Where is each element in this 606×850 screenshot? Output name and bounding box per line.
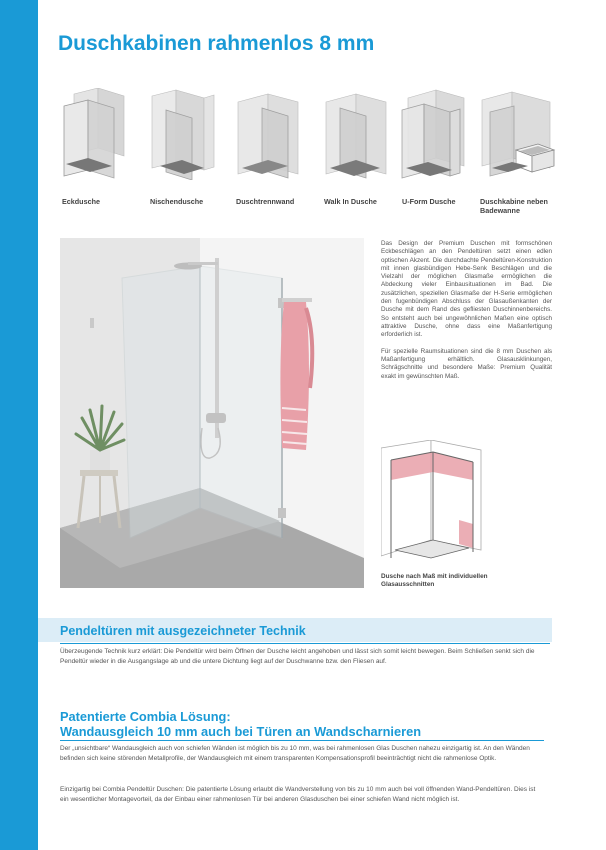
type-label: U-Form Dusche: [402, 197, 456, 206]
type-eckdusche: [58, 88, 140, 206]
section2-title-line2: Wandausgleich 10 mm auch bei Türen an Wandscharnieren: [60, 724, 422, 739]
type-label: Duschtrennwand: [236, 197, 295, 206]
niche-shower-icon: [146, 88, 218, 180]
description-paragraph: Für spezielle Raumsituationen sind die 8 mm Duschen als Maßanfertigung erhältlich. Glasausklinkungen, Schrägschnitte und besondere Maße: Premium Qualität exakt im gewünschten Maß.: [381, 347, 552, 380]
corner-shower-icon: [58, 88, 130, 180]
section2-rule: [60, 740, 544, 741]
shower-types: [58, 88, 558, 228]
shower-beside-bathtub-icon: [476, 88, 556, 180]
walk-in-shower-icon: [320, 88, 392, 180]
type-label: Walk In Dusche: [324, 197, 377, 206]
section2-paragraph2: Einzigartig bei Combia Pendeltür Duschen: Die patentierte Lösung erlaubt die Wandverstellung von bis zu 10 mm auch bei voll öffnenden Wand-Pendeltüren. Dies ist ein wesentlicher Montagevorteil, da der Einbau einer rahmenlosen Tür bei anderen Glasduschen bei einer schiefen Wand nicht möglich ist.: [60, 786, 536, 803]
diagram-caption: Dusche nach Maß mit individuellen Glasausschnitten: [381, 573, 488, 588]
page-title: Duschkabinen rahmenlos 8 mm: [58, 32, 375, 55]
type-nischendusche: [146, 88, 228, 206]
section1-text: Überzeugende Technik kurz erklärt: Die Pendeltür wird beim Öffnen der Dusche leicht angehoben und lässt sich somit leicht bewegen. Beim Schließen senkt sich die Pendeltür wieder in die Ausgangslage ab und die untere Dichtung liegt auf der Duschwanne bzw. den Fliesen auf.: [60, 648, 535, 665]
section2-paragraph1: Der „unsichtbare“ Wandausgleich auch von schiefen Wänden ist möglich bis zu 10 mm, was bei rahmenlosen Glas Duschen nahezu einzigartig ist. An den Wänden befinden sich keine störenden Metallprofile, der Wandausgleich mit einem transparenten Kompensationsprofil beeinträchtigt nicht die rahmenlose Optik.: [60, 745, 530, 762]
section1-rule: [60, 643, 550, 644]
type-label: Nischendusche: [150, 197, 204, 206]
type-label: Eckdusche: [62, 197, 100, 206]
type-u-form: [398, 88, 480, 206]
type-duschtrennwand: [232, 88, 314, 206]
custom-shower-diagram: [381, 440, 491, 566]
section1-title: Pendeltüren mit ausgezeichneter Technik: [60, 624, 306, 638]
shower-photo: [60, 238, 364, 588]
type-walk-in: [320, 88, 402, 206]
type-neben-badewanne: [476, 88, 558, 215]
section2-title-line1: Patentierte Combia Lösung:: [60, 709, 231, 724]
type-label: Duschkabine neben Badewanne: [480, 197, 548, 215]
section2-title: [60, 709, 540, 739]
shower-partition-icon: [232, 88, 304, 180]
u-shape-shower-icon: [398, 88, 470, 180]
description-paragraph: Das Design der Premium Duschen mit formschönen Eckbeschlägen an den Pendeltüren setzt einen edlen optischen Akzent. Die durchdachte Pendeltüren-Konstruktion mit innen glasbündigen Hebe-Senk Beschlägen und die Vielzahl der möglichen Glasmaße ermöglichen die Abdeckung vieler Einbausituationen im Bad. Die zusätzlichen, speziellen Glasmaße der H-Serie ermöglichen den fugenbündigen Abschluss der Glasaußenkanten der Dusche mit dem Rand des gefliesten Duschinnenbereichs. So entsteht auch bei ungewöhnlichen Maßen eine optisch attraktive Dusche, ohne dass eine Maßanfertigung erforderlich ist.: [381, 240, 552, 339]
description-text: [381, 240, 552, 381]
side-accent-bar: [0, 0, 38, 850]
